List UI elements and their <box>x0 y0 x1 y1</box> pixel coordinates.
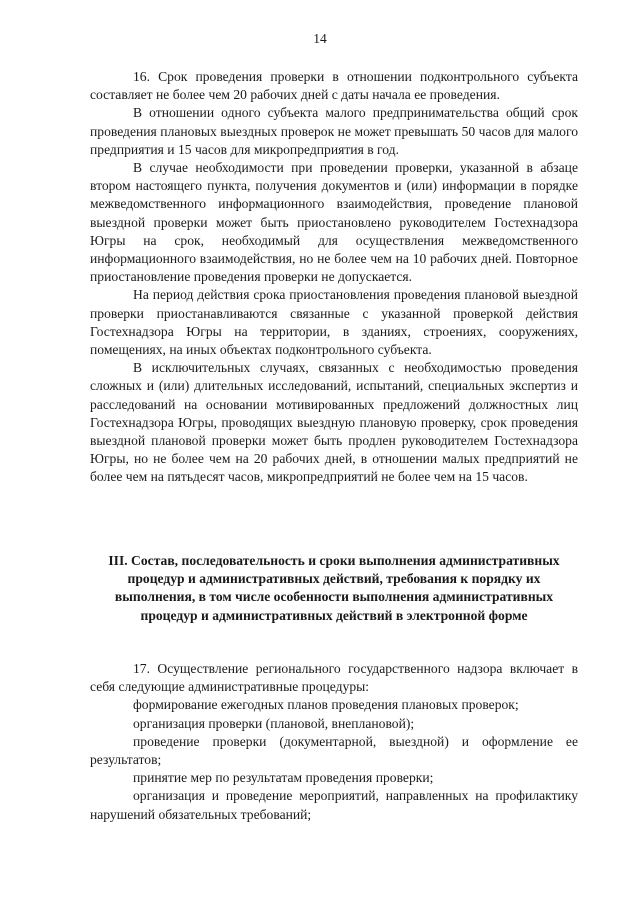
paragraph-17: 17. Осуществление регионального государственного надзора включает в себя следующие административные процедуры: <box>90 661 578 695</box>
paragraph: В случае необходимости при проведении проверки, указанной в абзаце втором настоящего пункта, получения документов и (или) информации в порядке межведомственного информационного взаимодействия, проведение плановой выездной проверки может быть приостановлено руководителем Гостехнадзора Югры на срок, необходимый для осуществления межведомственного информационного взаимодействия, но не более чем на 10 рабочих дней. Повторное приостановление проведения проверки не допускается. <box>90 160 578 285</box>
section-heading: III. Состав, последовательность и сроки выполнения административных процедур и административных действий, требования к порядку их выполнения, в том числе особенности выполнения административных процедур и административных действий в электронной форме <box>108 553 560 623</box>
list-item: проведение проверки (документарной, выездной) и оформление ее результатов; <box>90 733 578 768</box>
list-item: формирование ежегодных планов проведения плановых проверок; <box>133 697 519 713</box>
page-number: 14 <box>313 31 327 46</box>
paragraph-16: 16. Срок проведения проверки в отношении подконтрольного субъекта составляет не более чем 20 рабочих дней с даты начала ее проведения. <box>90 69 578 103</box>
list-item: организация проверки (плановой, внеплановой); <box>133 715 415 731</box>
main-text <box>90 68 578 487</box>
paragraph: На период действия срока приостановления проведения плановой выездной проверки приостанавливаются связанные с указанной проверкой действия Гостехнадзора Югры на территории, в зданиях, строениях, сооружениях, помещениях, на иных объектах подконтрольного субъекта. <box>90 287 578 358</box>
list-item: организация и проведение мероприятий, направленных на профилактику нарушений обязательных требований; <box>90 788 578 822</box>
paragraph: В исключительных случаях, связанных с необходимостью проведения сложных и (или) длительных исследований, испытаний, специальных экспертиз и расследований на основании мотивированных предложений должностных лиц Гостехнадзора Югры, проводящих выездную плановую проверку, срок проведения выездной плановой проверки может быть продлен руководителем Гостехнадзора Югры, но не более чем на 20 рабочих дней, в отношении малых предприятий не более чем на пятьдесят часов, микропредприятий не более чем на 15 часов. <box>90 360 578 485</box>
paragraph: В отношении одного субъекта малого предпринимательства общий срок проведения плановых выездных проверок не может превышать 50 часов для малого предприятия и 15 часов для микропредприятия в год. <box>90 105 578 157</box>
list-item: принятие мер по результатам проведения проверки; <box>133 770 434 786</box>
section-text <box>90 660 578 824</box>
